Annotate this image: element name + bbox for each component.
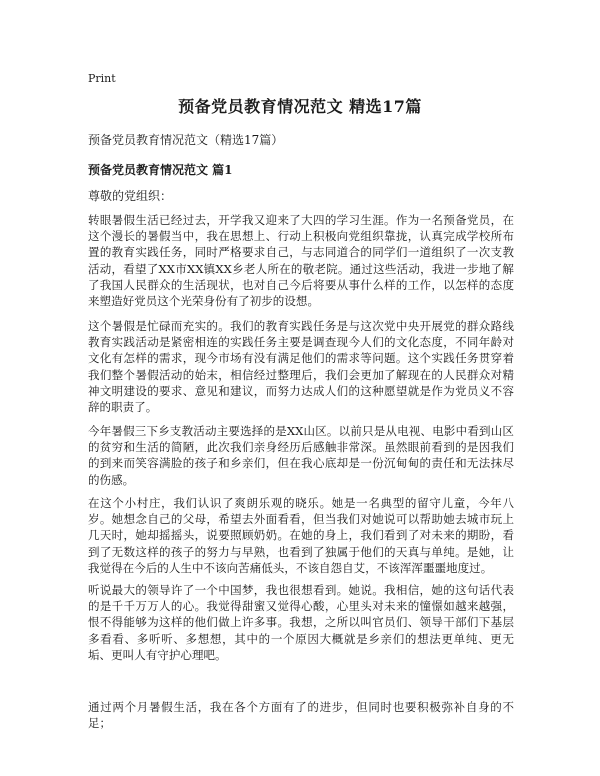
- greeting-line: 尊敬的党组织：: [88, 189, 173, 203]
- body-paragraph-5: 听说最大的领导许了一个中国梦，我也很想看到。她说。我相信，她的这句话代表的是千千万万人的心。我觉得甜蜜又觉得心酸，心里头对未来的憧憬如越来越强，恨不得能够为这样的他们做上许多事。我想，之所以叫官员们、领导干部们下基层多看看、多听听、多想想，其中的一个原因大概就是乡亲们的想法更单纯、更无垢、更叫人有守护心理吧。: [88, 583, 514, 662]
- body-paragraph-3: 今年暑假三下乡支教活动主要选择的是XX山区。以前只是从电视、电影中看到山区的贫穷和生活的简陋，此次我们亲身经历后感触非常深。虽然眼前看到的是因我们的到来而笑容满脸的孩子和乡亲们，但在我心底却是一份沉甸甸的责任和无法抹尽的伤感。: [88, 424, 514, 487]
- body-paragraph-6: 通过两个月暑假生活，我在各个方面有了的进步，但同时也要积极弥补自身的不足；: [88, 700, 514, 731]
- body-paragraph-2: 这个暑假是忙碌而充实的。我们的教育实践任务是与这次党中央开展党的群众路线教育实践活动是紧密相连的实践任务主要是调查现今人们的文化态度，不同年龄对文化有怎样的需求，现今市场有没有满足他们的需求等问题。这个实践任务贯穿着我们整个暑假活动的始末，相信经过整理后，我们会更加了解现在的人民群众对精神文明建设的要求、意见和建议，而努力达成人们的这种愿望就是作为党员义不容辞的职责了。: [88, 319, 514, 415]
- print-label[interactable]: Print: [88, 72, 116, 85]
- body-paragraph-1: 转眼暑假生活已经过去，开学我又迎来了大四的学习生涯。作为一名预备党员，在这个漫长的暑假当中，我在思想上、行动上积极向党组织靠拢，认真完成学校所布置的教育实践任务，同时严格要求自己，与志同道合的同学们一道组织了一次支教活动，看望了XX市XX镇XX乡老人所在的敬老院。通过这些活动，我进一步地了解了我国人民群众的生活现状，也对自己今后将要从事什么样的工作，以怎样的态度来塑造好党员这个光荣身份有了初步的设想。: [88, 213, 514, 309]
- document-subtitle: 预备党员教育情况范文（精选17篇）: [88, 133, 284, 147]
- body-paragraph-4: 在这个小村庄，我们认识了爽朗乐观的晓乐。她是一名典型的留守儿童，今年八岁。她想念自己的父母，希望去外面看看，但当我们对她说可以帮助她去城市玩上几天时，她却摇摇头，说要照顾奶奶。在她的身上，我们看到了对未来的期盼，看到了无数这样的孩子的努力与早熟，也看到了独属于他们的天真与单纯。是她，让我觉得在今后的人生中不该向苦痛低头，不该自怨自艾，不该浑浑噩噩地度过。: [88, 496, 514, 575]
- section-heading: 预备党员教育情况范文 篇1: [88, 163, 233, 177]
- document-title: 预备党员教育情况范文 精选17篇: [178, 97, 422, 116]
